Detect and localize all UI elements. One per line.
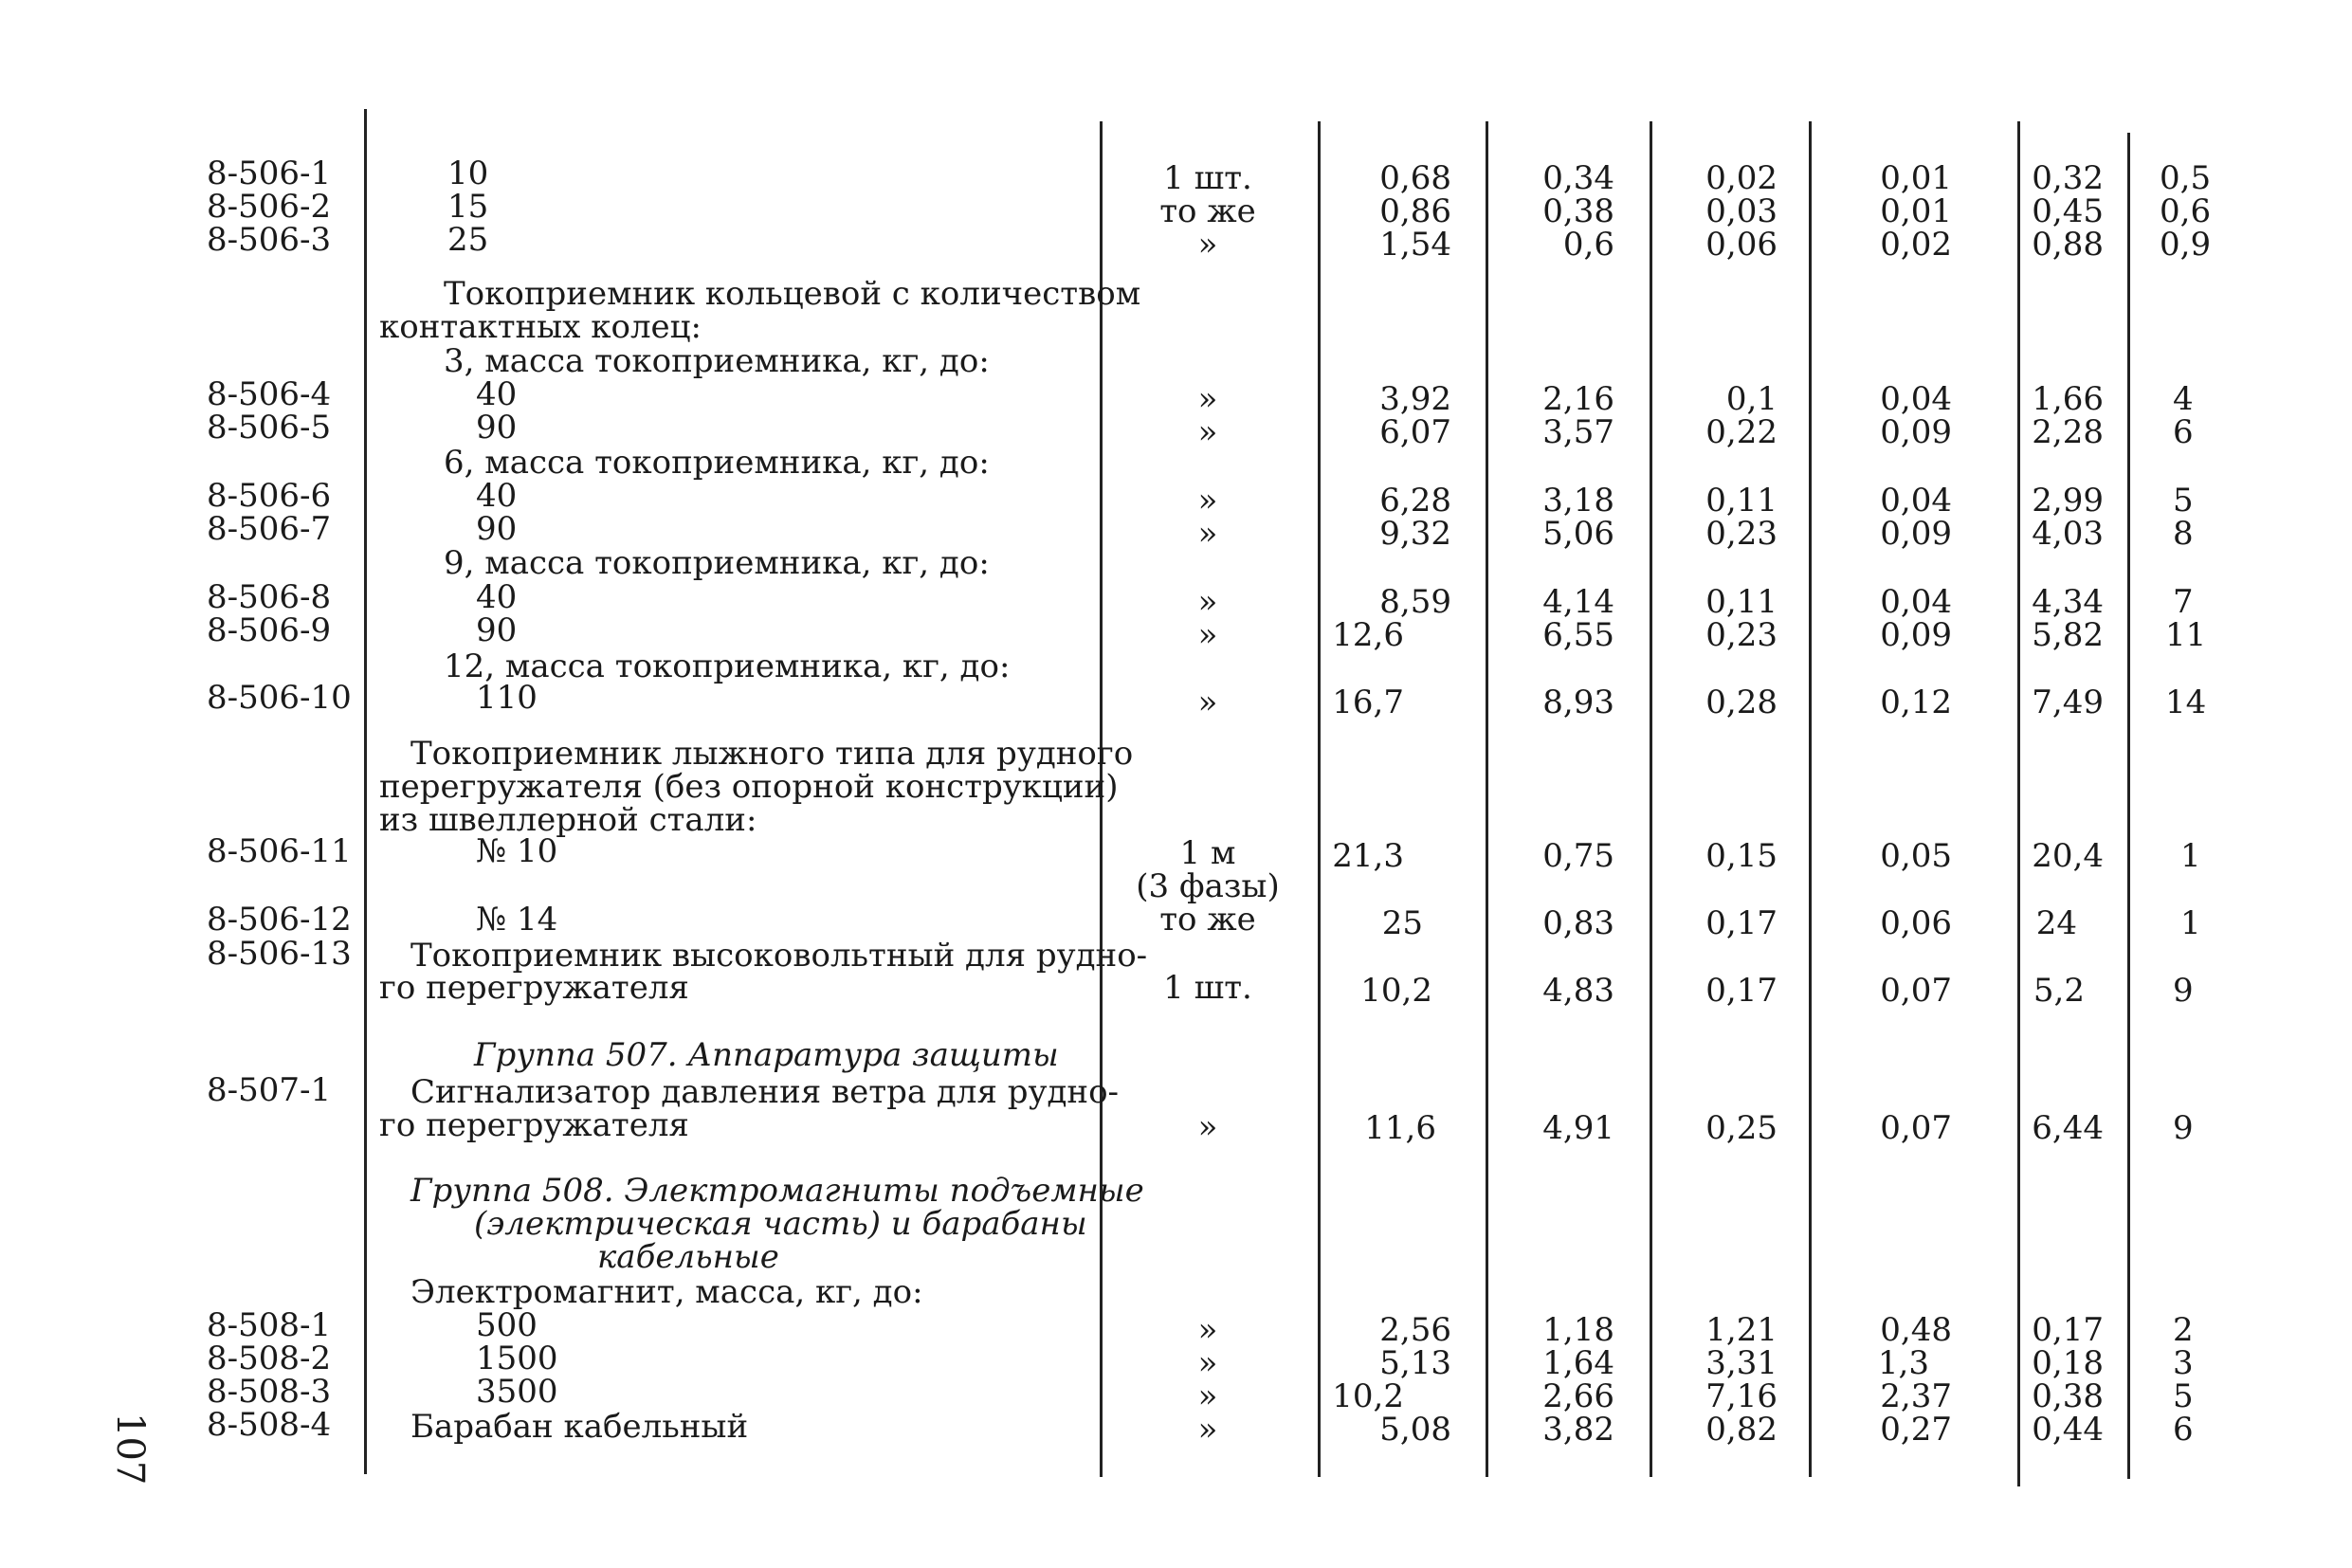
cell-v2: 1,18 <box>1542 1311 1614 1349</box>
row-desc: 90 <box>476 409 518 447</box>
cell-v6: 0,5 <box>2160 159 2212 197</box>
row-desc: 15 <box>447 188 489 226</box>
cell-v3: 1,21 <box>1705 1311 1778 1349</box>
section-text: перегружателя (без опорной конструкции) <box>379 768 1119 806</box>
cell-v2: 3,57 <box>1542 413 1614 451</box>
row-code: 8-506-7 <box>207 510 332 548</box>
cell-v5: 4,03 <box>2032 515 2104 553</box>
cell-v3: 0,17 <box>1705 972 1778 1010</box>
cell-v4: 0,02 <box>1880 226 1952 264</box>
column-rule <box>364 109 367 1474</box>
row-desc: 25 <box>447 221 489 259</box>
cell-v4: 0,07 <box>1880 972 1952 1010</box>
cell-v5: 0,17 <box>2032 1311 2104 1349</box>
cell-v3: 0,22 <box>1705 413 1778 451</box>
column-rule <box>1486 121 1488 1477</box>
cell-v3: 0,23 <box>1705 616 1778 654</box>
cell-v6: 9 <box>2173 1109 2194 1147</box>
cell-v2: 4,14 <box>1542 583 1614 621</box>
cell-v5: 5,2 <box>2033 972 2085 1010</box>
cell-v5: 4,34 <box>2032 583 2104 621</box>
row-unit: » <box>1197 684 1218 721</box>
column-rule <box>1650 121 1652 1477</box>
cell-v1: 21,3 <box>1332 837 1404 875</box>
cell-v2: 0,34 <box>1542 159 1614 197</box>
row-unit: » <box>1197 1344 1218 1382</box>
cell-v2: 8,93 <box>1542 684 1614 721</box>
cell-v4: 0,27 <box>1880 1411 1952 1449</box>
row-desc: 40 <box>476 375 518 413</box>
cell-v5: 5,82 <box>2032 616 2104 654</box>
row-unit: » <box>1197 1311 1218 1349</box>
cell-v5: 2,28 <box>2032 413 2104 451</box>
row-desc: 1500 <box>476 1340 558 1377</box>
row-unit: то же <box>1159 901 1256 939</box>
cell-v3: 7,16 <box>1705 1377 1778 1415</box>
row-desc: № 14 <box>476 901 558 939</box>
section-text: контактных колец: <box>379 308 702 346</box>
row-desc: го перегружателя <box>379 969 689 1007</box>
row-desc: 3500 <box>476 1373 558 1411</box>
row-code: 8-508-3 <box>207 1373 332 1411</box>
cell-v2: 4,83 <box>1542 972 1614 1010</box>
cell-v1: 0,68 <box>1379 159 1451 197</box>
cell-v5: 20,4 <box>2032 837 2104 875</box>
row-unit-note: (3 фазы) <box>1136 867 1280 905</box>
cell-v6: 3 <box>2173 1344 2194 1382</box>
cell-v4: 0,04 <box>1880 380 1952 418</box>
row-unit: » <box>1197 583 1218 621</box>
row-unit: » <box>1197 482 1218 520</box>
cell-v6: 11 <box>2165 616 2207 654</box>
subheading: 6, масса токоприемника, кг, до: <box>444 444 990 482</box>
row-code: 8-507-1 <box>207 1071 332 1109</box>
cell-v5: 0,45 <box>2032 192 2104 230</box>
row-code: 8-506-2 <box>207 188 332 226</box>
row-desc: 110 <box>476 679 538 717</box>
cell-v4: 1,3 <box>1877 1344 1929 1382</box>
row-desc: 90 <box>476 611 518 649</box>
cell-v2: 0,83 <box>1542 904 1614 942</box>
cell-v1: 8,59 <box>1379 583 1451 621</box>
row-code: 8-506-12 <box>207 901 352 939</box>
cell-v6: 0,9 <box>2160 226 2212 264</box>
row-code: 8-508-4 <box>207 1406 332 1444</box>
cell-v4: 0,12 <box>1880 684 1952 721</box>
section-text: Токоприемник кольцевой с количеством <box>444 275 1141 313</box>
cell-v6: 0,6 <box>2160 192 2212 230</box>
cell-v4: 0,04 <box>1880 583 1952 621</box>
cell-v4: 0,05 <box>1880 837 1952 875</box>
row-desc: го перегружателя <box>379 1106 689 1144</box>
cell-v1: 9,32 <box>1379 515 1451 553</box>
cell-v2: 0,75 <box>1542 837 1614 875</box>
section-text: Токоприемник лыжного типа для рудного <box>410 735 1134 773</box>
cell-v4: 0,04 <box>1880 482 1952 520</box>
cell-v3: 0,11 <box>1705 583 1778 621</box>
row-code: 8-506-13 <box>207 935 352 973</box>
cell-v1: 10,2 <box>1360 972 1432 1010</box>
row-code: 8-508-2 <box>207 1340 332 1377</box>
cell-v1: 16,7 <box>1332 684 1404 721</box>
row-code: 8-506-11 <box>207 832 352 870</box>
row-unit: » <box>1197 1108 1218 1146</box>
row-code: 8-506-5 <box>207 409 332 447</box>
cell-v4: 0,09 <box>1880 413 1952 451</box>
row-desc: 10 <box>447 155 489 192</box>
cell-v1: 10,2 <box>1332 1377 1404 1415</box>
cell-v3: 0,03 <box>1705 192 1778 230</box>
cell-v4: 0,09 <box>1880 515 1952 553</box>
cell-v6: 6 <box>2173 1411 2194 1449</box>
cell-v3: 0,11 <box>1705 482 1778 520</box>
cell-v6: 2 <box>2173 1311 2194 1349</box>
cell-v1: 5,13 <box>1379 1344 1451 1382</box>
row-unit: » <box>1197 413 1218 451</box>
row-unit: » <box>1197 616 1218 654</box>
cell-v4: 0,07 <box>1880 1109 1952 1147</box>
cell-v6: 14 <box>2165 684 2207 721</box>
row-unit: 1 шт. <box>1163 159 1252 197</box>
row-code: 8-506-9 <box>207 611 332 649</box>
cell-v5: 7,49 <box>2032 684 2104 721</box>
cell-v3: 0,25 <box>1705 1109 1778 1147</box>
cell-v6: 7 <box>2173 583 2194 621</box>
row-code: 8-506-8 <box>207 578 332 616</box>
cell-v2: 2,66 <box>1542 1377 1614 1415</box>
cell-v3: 0,82 <box>1705 1411 1778 1449</box>
row-unit: » <box>1197 515 1218 553</box>
column-rule <box>1318 121 1321 1477</box>
cell-v4: 0,01 <box>1880 159 1952 197</box>
cell-v4: 2,37 <box>1880 1377 1952 1415</box>
cell-v3: 0,23 <box>1705 515 1778 553</box>
cell-v2: 3,18 <box>1542 482 1614 520</box>
cell-v6: 4 <box>2173 380 2194 418</box>
row-desc: 40 <box>476 477 518 515</box>
row-code: 8-506-10 <box>207 679 352 717</box>
cell-v5: 6,44 <box>2032 1109 2104 1147</box>
cell-v2: 3,82 <box>1542 1411 1614 1449</box>
row-unit: » <box>1197 226 1218 264</box>
cell-v3: 0,17 <box>1705 904 1778 942</box>
cell-v2: 5,06 <box>1542 515 1614 553</box>
cell-v6: 5 <box>2173 1377 2194 1415</box>
cell-v6: 1 <box>2180 904 2201 942</box>
row-code: 8-506-4 <box>207 375 332 413</box>
cell-v5: 0,32 <box>2032 159 2104 197</box>
cell-v6: 1 <box>2180 837 2201 875</box>
cell-v1: 12,6 <box>1332 616 1404 654</box>
row-desc: 40 <box>476 578 518 616</box>
cell-v1: 1,54 <box>1379 226 1451 264</box>
row-unit: 1 м <box>1179 834 1236 872</box>
cell-v5: 0,38 <box>2032 1377 2104 1415</box>
cell-v2: 6,55 <box>1542 616 1614 654</box>
row-code: 8-506-1 <box>207 155 332 192</box>
row-code: 8-508-1 <box>207 1306 332 1344</box>
cell-v1: 0,86 <box>1379 192 1451 230</box>
row-code: 8-506-6 <box>207 477 332 515</box>
subheading: 3, масса токоприемника, кг, до: <box>444 342 990 380</box>
row-desc: 90 <box>476 510 518 548</box>
cell-v3: 0,28 <box>1705 684 1778 721</box>
cell-v3: 0,1 <box>1725 380 1778 418</box>
cell-v1: 25 <box>1381 904 1423 942</box>
row-unit: » <box>1197 1411 1218 1449</box>
column-rule <box>1809 121 1812 1477</box>
row-unit: 1 шт. <box>1163 969 1252 1007</box>
cell-v5: 24 <box>2035 904 2077 942</box>
cell-v6: 8 <box>2173 515 2194 553</box>
cell-v3: 0,15 <box>1705 837 1778 875</box>
cell-v3: 0,02 <box>1705 159 1778 197</box>
cell-v5: 0,18 <box>2032 1344 2104 1382</box>
cell-v1: 3,92 <box>1379 380 1451 418</box>
subheading: Электромагнит, масса, кг, до: <box>410 1273 923 1311</box>
cell-v6: 5 <box>2173 482 2194 520</box>
cell-v2: 1,64 <box>1542 1344 1614 1382</box>
page-number: 107 <box>108 1413 152 1486</box>
cell-v2: 2,16 <box>1542 380 1614 418</box>
row-desc: № 10 <box>476 832 558 870</box>
cell-v4: 0,48 <box>1880 1311 1952 1349</box>
row-desc: Сигнализатор давления ветра для рудно- <box>410 1073 1120 1111</box>
cell-v2: 4,91 <box>1542 1109 1614 1147</box>
row-unit: » <box>1197 1377 1218 1415</box>
row-desc: Токоприемник высоковольтный для рудно- <box>410 937 1148 975</box>
cell-v1: 2,56 <box>1379 1311 1451 1349</box>
cell-v2: 0,38 <box>1542 192 1614 230</box>
group-heading: Группа 507. Аппаратура защиты <box>474 1036 1059 1074</box>
row-desc: Барабан кабельный <box>410 1408 749 1446</box>
cell-v4: 0,06 <box>1880 904 1952 942</box>
cell-v6: 9 <box>2173 972 2194 1010</box>
cell-v5: 0,44 <box>2032 1411 2104 1449</box>
cell-v6: 6 <box>2173 413 2194 451</box>
column-rule <box>2017 121 2020 1486</box>
cell-v5: 2,99 <box>2032 482 2104 520</box>
column-rule <box>2127 133 2130 1479</box>
cell-v3: 0,06 <box>1705 226 1778 264</box>
row-unit: то же <box>1159 192 1256 230</box>
cell-v1: 5,08 <box>1379 1411 1451 1449</box>
group-heading: Группа 508. Электромагниты подъемные <box>410 1172 1144 1210</box>
section-text: из швеллерной стали: <box>379 801 757 839</box>
row-code: 8-506-3 <box>207 221 332 259</box>
cell-v3: 3,31 <box>1705 1344 1778 1382</box>
subheading: 12, масса токоприемника, кг, до: <box>444 647 1011 685</box>
row-unit: » <box>1197 380 1218 418</box>
cell-v1: 6,07 <box>1379 413 1451 451</box>
cell-v4: 0,01 <box>1880 192 1952 230</box>
group-heading: кабельные <box>597 1238 779 1276</box>
cell-v5: 0,88 <box>2032 226 2104 264</box>
subheading: 9, масса токоприемника, кг, до: <box>444 544 990 582</box>
cell-v4: 0,09 <box>1880 616 1952 654</box>
cell-v1: 11,6 <box>1364 1109 1436 1147</box>
row-desc: 500 <box>476 1306 538 1344</box>
cell-v5: 1,66 <box>2032 380 2104 418</box>
cell-v1: 6,28 <box>1379 482 1451 520</box>
group-heading: (электрическая часть) и барабаны <box>474 1205 1087 1243</box>
cell-v2: 0,6 <box>1562 226 1614 264</box>
